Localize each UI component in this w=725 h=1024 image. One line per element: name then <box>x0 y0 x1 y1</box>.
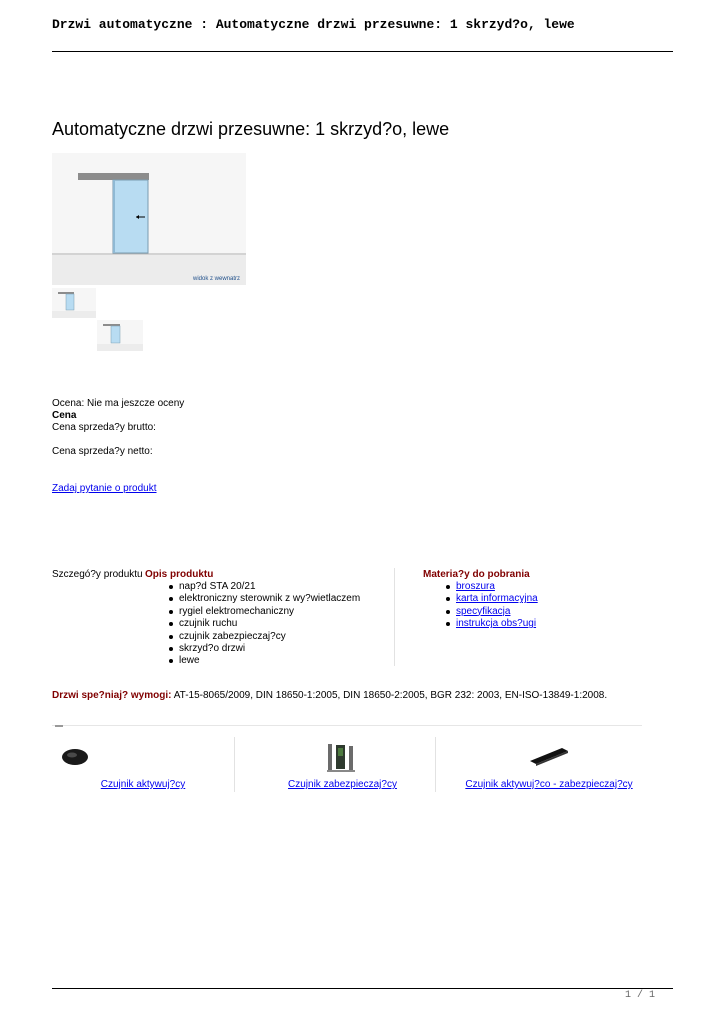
header-rule <box>52 51 673 52</box>
ask-question-link[interactable]: Zadaj pytanie o produkt <box>52 483 157 494</box>
price-heading: Cena <box>52 410 77 421</box>
related-top-rule <box>52 725 642 726</box>
description-item: skrzyd?o drzwi <box>169 643 360 655</box>
download-link[interactable]: instrukcja obs?ugi <box>446 618 538 630</box>
image-caption: widok z wewnatrz <box>193 276 241 282</box>
download-link[interactable]: broszura <box>446 581 538 593</box>
safety-sensor-icon[interactable] <box>325 742 359 779</box>
requirements-label: Drzwi spe?niaj? wymogi: <box>52 690 172 701</box>
related-divider-2 <box>435 737 436 792</box>
rating-text: Ocena: Nie ma jeszcze oceny <box>52 398 185 409</box>
description-item: rygiel elektromechaniczny <box>169 606 360 618</box>
requirements-line <box>52 690 607 701</box>
related-product-link-2[interactable]: Czujnik zabezpieczaj?cy <box>288 779 397 790</box>
product-title: Automatyczne drzwi przesuwne: 1 skrzyd?o, lewe <box>52 119 450 139</box>
description-item: czujnik ruchu <box>169 618 360 630</box>
door-illustration <box>52 153 246 285</box>
details-label: Szczegó?y produktu <box>52 569 143 580</box>
related-product-link-3[interactable]: Czujnik aktywuj?co - zabezpieczaj?cy <box>465 779 633 790</box>
related-product-link-1[interactable]: Czujnik aktywuj?cy <box>100 779 186 790</box>
dome-sensor-icon[interactable] <box>60 746 90 773</box>
description-item: lewe <box>169 655 360 667</box>
page-counter: 1 / 1 <box>624 990 655 1001</box>
downloads-heading: Materia?y do pobrania <box>423 569 530 580</box>
description-item: elektroniczny sterownik z wy?wietlaczem <box>169 593 360 605</box>
related-marker <box>55 725 63 727</box>
price-gross-label: Cena sprzeda?y brutto: <box>52 422 156 433</box>
bar-sensor-icon[interactable] <box>528 745 570 772</box>
downloads-list <box>446 581 538 631</box>
product-thumbnail-2[interactable] <box>97 320 143 351</box>
description-list <box>169 581 360 668</box>
product-main-image[interactable] <box>52 153 246 285</box>
related-divider-1 <box>234 737 235 792</box>
price-net-label: Cena sprzeda?y netto: <box>52 446 153 457</box>
product-thumbnail-1[interactable] <box>52 288 96 318</box>
download-link[interactable]: specyfikacja <box>446 606 538 618</box>
description-heading: Opis produktu <box>145 569 214 580</box>
requirements-value: AT-15-8065/2009, DIN 18650-1:2005, DIN 18650-2:2005, BGR 232: 2003, EN-ISO-13849-1:2008. <box>173 690 608 701</box>
download-link[interactable]: karta informacyjna <box>446 593 538 605</box>
description-item: czujnik zabezpieczaj?cy <box>169 631 360 643</box>
footer-rule <box>52 988 673 989</box>
description-item: nap?d STA 20/21 <box>169 581 360 593</box>
document-header-title: Drzwi automatyczne : Automatyczne drzwi przesuwne: 1 skrzyd?o, lewe <box>52 17 575 32</box>
details-divider <box>394 568 395 666</box>
